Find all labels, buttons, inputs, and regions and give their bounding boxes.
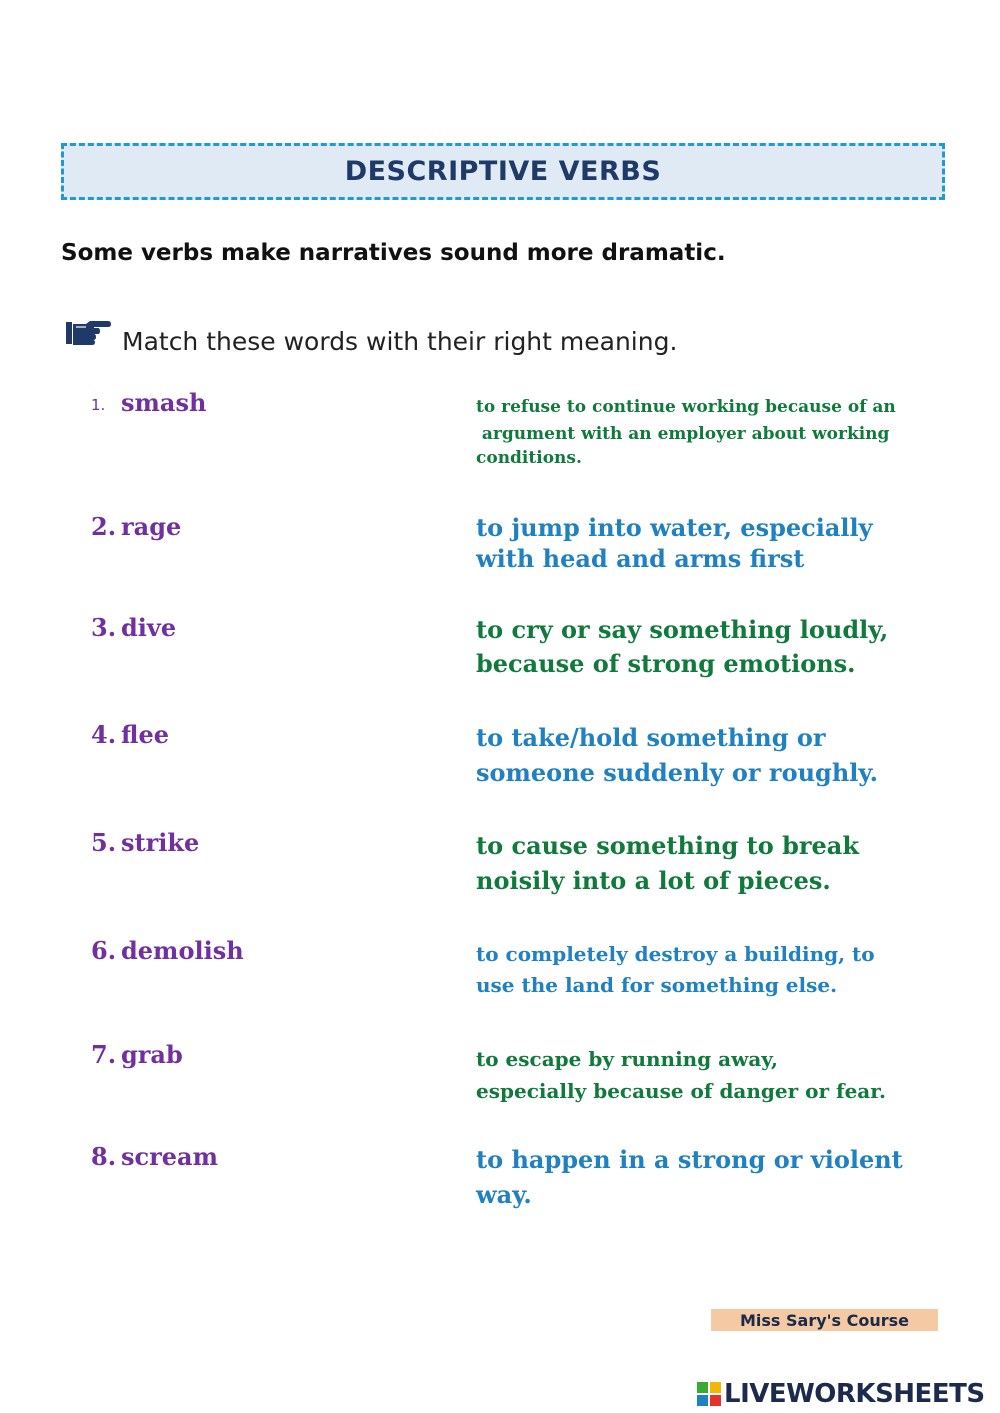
- item-word: strike: [121, 828, 200, 857]
- item-number: 7.: [91, 1040, 117, 1069]
- item-meaning: [476, 394, 946, 472]
- pointing-hand-icon: [64, 318, 112, 348]
- item-word: smash: [121, 388, 207, 417]
- meaning-line: noisily into a lot of pieces.: [476, 866, 831, 895]
- meaning-line: way.: [476, 1180, 532, 1209]
- meaning-line: to escape by running away,: [476, 1047, 778, 1071]
- instruction-text: Match these words with their right meaning.: [122, 327, 678, 356]
- item-word: dive: [121, 613, 177, 642]
- item-word: flee: [121, 720, 169, 749]
- item-number: 1.: [91, 396, 106, 414]
- item-meaning: [476, 1043, 946, 1107]
- item-word: demolish: [121, 936, 244, 965]
- meaning-line: conditions.: [476, 448, 582, 468]
- liveworksheets-wordmark: LIVEWORKSHEETS: [724, 1379, 985, 1409]
- intro-text: Some verbs make narratives sound more dramatic.: [61, 240, 726, 266]
- item-word: scream: [121, 1142, 218, 1171]
- meaning-line: argument with an employer about working: [476, 424, 890, 444]
- meaning-line: to take/hold something or: [476, 723, 826, 752]
- meaning-line: someone suddenly or roughly.: [476, 758, 878, 787]
- liveworksheets-logo[interactable]: [697, 1378, 985, 1410]
- item-number: 6.: [91, 936, 117, 965]
- meaning-line: to refuse to continue working because of an: [476, 397, 896, 417]
- meaning-line: especially because of danger or fear.: [476, 1079, 886, 1103]
- item-word: grab: [121, 1040, 183, 1069]
- meaning-line: to happen in a strong or violent: [476, 1145, 903, 1174]
- item-number: 5.: [91, 828, 117, 857]
- item-meaning: [476, 512, 946, 574]
- item-word: rage: [121, 512, 182, 541]
- item-number: 2.: [91, 512, 117, 541]
- meaning-line: use the land for something else.: [476, 973, 838, 997]
- title-box: [61, 143, 945, 200]
- meaning-line: to cry or say something loudly,: [476, 615, 889, 644]
- meaning-line: to completely destroy a building, to: [476, 942, 875, 966]
- meaning-line: with head and arms first: [476, 544, 805, 573]
- item-meaning: [476, 613, 946, 681]
- meaning-line: to jump into water, especially: [476, 513, 873, 542]
- course-credit: Miss Sary's Course: [711, 1309, 938, 1331]
- item-number: 3.: [91, 613, 117, 642]
- liveworksheets-icon: [697, 1382, 721, 1406]
- item-number: 8.: [91, 1142, 117, 1171]
- item-number: 4.: [91, 720, 117, 749]
- page-title: DESCRIPTIVE VERBS: [344, 156, 662, 187]
- item-meaning: [476, 720, 946, 790]
- item-meaning: [476, 828, 946, 898]
- meaning-line: because of strong emotions.: [476, 649, 856, 678]
- item-meaning: [476, 1142, 946, 1212]
- item-meaning: [476, 939, 946, 1001]
- meaning-line: to cause something to break: [476, 831, 859, 860]
